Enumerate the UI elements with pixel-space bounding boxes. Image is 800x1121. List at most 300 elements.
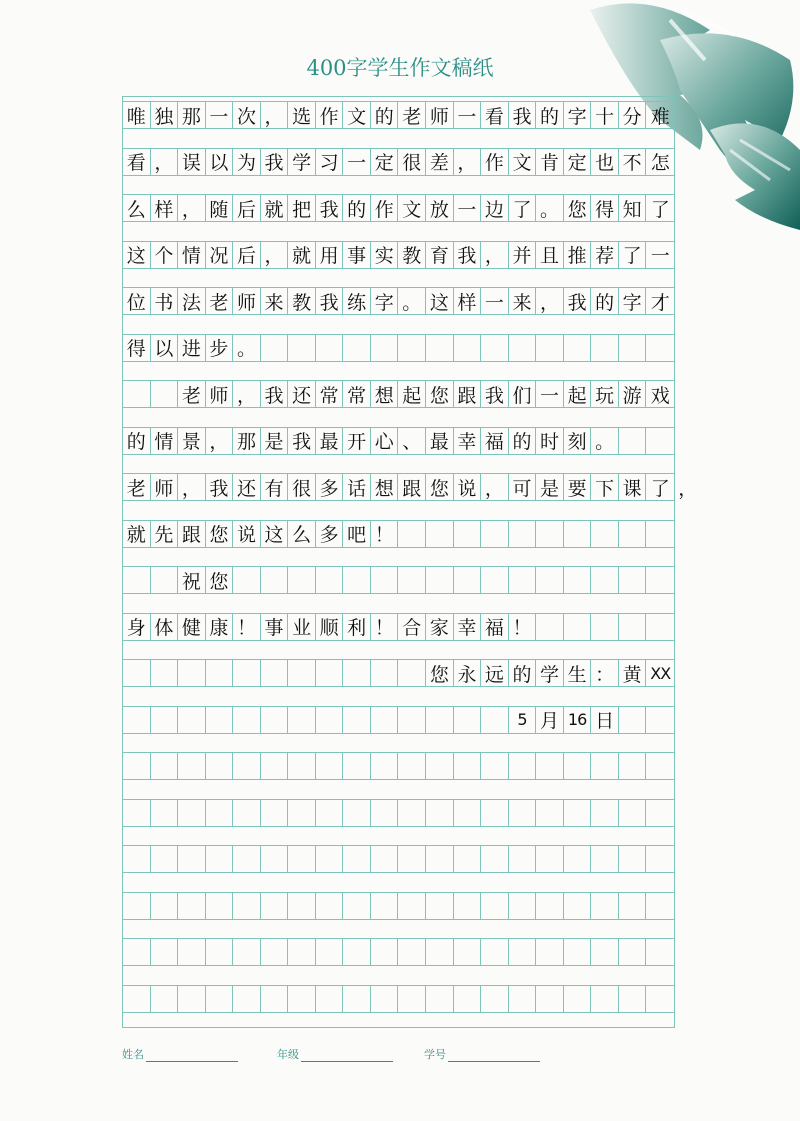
grid-cell	[481, 800, 509, 826]
grid-cell	[564, 521, 592, 547]
grid-cell	[343, 893, 371, 919]
grid-char: 16	[564, 707, 592, 733]
grid-char: 老	[206, 288, 234, 314]
grid-cell	[509, 800, 537, 826]
grid-cell	[399, 660, 427, 686]
grid-char: 游	[619, 381, 647, 407]
grid-cell	[178, 660, 206, 686]
grid-char: ，	[178, 195, 206, 221]
grid-char: 一	[536, 381, 564, 407]
grid-cell	[178, 800, 206, 826]
grid-cell	[619, 707, 647, 733]
grid-cell	[564, 986, 592, 1012]
grid-row	[123, 613, 674, 641]
grid-char: 分	[619, 102, 647, 128]
grid-cell	[399, 800, 427, 826]
grid-char: 样	[454, 288, 482, 314]
grid-cell	[123, 753, 151, 779]
grid-char: 个	[151, 242, 179, 268]
grid-char: 时	[536, 428, 564, 454]
grid-char: 说	[233, 521, 261, 547]
grid-cell	[646, 707, 674, 733]
grid-char: 文	[399, 195, 427, 221]
grid-cell	[509, 939, 537, 965]
grid-cell	[261, 660, 289, 686]
grid-cell	[481, 707, 509, 733]
grid-row	[123, 148, 674, 176]
grid-char: 我	[206, 474, 234, 500]
grid-cell	[316, 707, 344, 733]
grid-cell	[206, 893, 234, 919]
grid-cell	[619, 614, 647, 640]
grid-row	[123, 985, 674, 1013]
grid-cell	[619, 753, 647, 779]
grid-cell	[564, 893, 592, 919]
grid-char: 才	[650, 291, 670, 314]
grid-char: 我	[316, 288, 344, 314]
grid-cell	[233, 893, 261, 919]
grid-cell	[123, 846, 151, 872]
grid-char: 这	[261, 521, 289, 547]
grid-cell	[454, 567, 482, 593]
grid-char: 文	[343, 102, 371, 128]
grid-char: 刻	[564, 428, 592, 454]
grid-char: 利	[343, 614, 371, 640]
grid-char: 的	[123, 428, 151, 454]
grid-row	[123, 473, 698, 501]
grid-cell	[564, 800, 592, 826]
grid-cell	[233, 567, 261, 593]
grid-char: 多	[316, 521, 344, 547]
grid-cell	[261, 939, 289, 965]
grid-cell	[151, 753, 179, 779]
grid-cell	[509, 335, 537, 361]
grid-cell	[261, 846, 289, 872]
grid-cell	[399, 753, 427, 779]
grid-char: ，	[233, 381, 261, 407]
grid-cell	[619, 428, 647, 454]
grid-cell	[454, 986, 482, 1012]
grid-char: 作	[371, 195, 399, 221]
grid-cell	[371, 335, 399, 361]
grid-cell	[591, 939, 619, 965]
grid-char: 字	[564, 102, 592, 128]
grid-char: ，	[261, 102, 289, 128]
grid-char: 习	[316, 149, 344, 175]
grid-cell	[371, 800, 399, 826]
grid-cell	[206, 986, 234, 1012]
grid-row	[123, 380, 674, 408]
grid-char: 一	[481, 288, 509, 314]
grid-cell	[591, 893, 619, 919]
grid-char: 就	[288, 242, 316, 268]
grid-char: 常	[316, 381, 344, 407]
grid-cell	[619, 939, 647, 965]
grid-cell	[233, 707, 261, 733]
grid-cell	[288, 707, 316, 733]
grid-row	[123, 752, 674, 780]
grid-cell	[426, 707, 454, 733]
grid-cell	[206, 939, 234, 965]
grid-cell	[343, 939, 371, 965]
grid-char: 想	[371, 474, 399, 500]
grid-cell	[206, 800, 234, 826]
grid-cell	[343, 335, 371, 361]
grid-cell	[591, 567, 619, 593]
grid-cell	[591, 986, 619, 1012]
grid-char: 我	[564, 288, 592, 314]
grid-char: 字	[619, 288, 647, 314]
grid-char: ，	[678, 477, 698, 500]
grid-char: 老	[123, 474, 151, 500]
grade-input-line[interactable]	[301, 1047, 393, 1062]
grid-cell	[536, 753, 564, 779]
grid-cell	[564, 846, 592, 872]
grid-cell	[591, 846, 619, 872]
grid-cell	[399, 893, 427, 919]
grid-cell	[371, 939, 399, 965]
grid-cell	[454, 893, 482, 919]
grid-char: 我	[454, 242, 482, 268]
grid-char: 么	[123, 195, 151, 221]
grid-row	[123, 334, 674, 362]
grid-char: 是	[261, 428, 289, 454]
grid-cell	[536, 335, 564, 361]
grid-cell	[151, 707, 179, 733]
grid-cell	[316, 846, 344, 872]
grid-char: 后	[233, 242, 261, 268]
grid-char: 您	[426, 381, 454, 407]
grid-char: 我	[509, 102, 537, 128]
grid-char: 书	[151, 288, 179, 314]
grid-char: 生	[564, 660, 592, 686]
grid-char: 一	[650, 245, 670, 267]
grid-cell	[288, 846, 316, 872]
grid-row	[123, 706, 674, 734]
grid-cell	[454, 939, 482, 965]
grid-char: 位	[123, 288, 151, 314]
grid-row	[123, 520, 674, 548]
grid-cell	[536, 521, 564, 547]
grid-cell	[591, 614, 619, 640]
grid-char: ！	[371, 521, 399, 547]
grid-char: 文	[509, 149, 537, 175]
grid-char: 学	[288, 149, 316, 175]
grid-char: 么	[288, 521, 316, 547]
grid-cell	[206, 707, 234, 733]
grid-char: 放	[426, 195, 454, 221]
grid-row	[123, 241, 674, 269]
footer	[122, 1046, 682, 1066]
grid-char: ，	[454, 149, 482, 175]
grid-cell	[399, 521, 427, 547]
grid-cell	[151, 567, 179, 593]
grid-char: 您	[564, 195, 592, 221]
grid-char: 那	[178, 102, 206, 128]
grid-char: 老	[399, 102, 427, 128]
grid-char: 差	[426, 149, 454, 175]
grid-cell	[233, 986, 261, 1012]
grid-cell	[509, 753, 537, 779]
grid-cell	[178, 939, 206, 965]
grid-char: 也	[591, 149, 619, 175]
grid-char: 育	[426, 242, 454, 268]
grid-char: 黄	[619, 660, 647, 686]
grid-char: 来	[261, 288, 289, 314]
grid-cell	[316, 893, 344, 919]
grid-cell	[233, 660, 261, 686]
grid-char: 您	[426, 474, 454, 500]
grid-char: 的	[343, 195, 371, 221]
grid-char: ，	[178, 474, 206, 500]
grid-char: 我	[288, 428, 316, 454]
grid-cell	[123, 939, 151, 965]
grid-cell	[564, 939, 592, 965]
grid-cell	[646, 614, 674, 640]
grid-char: 课	[619, 474, 647, 500]
grid-char: 唯	[123, 102, 151, 128]
grid-cell	[151, 939, 179, 965]
grid-char: 很	[399, 149, 427, 175]
grid-char: 肯	[536, 149, 564, 175]
grid-row	[123, 799, 674, 827]
grid-char: 体	[151, 614, 179, 640]
grid-char: 用	[316, 242, 344, 268]
grid-cell	[619, 846, 647, 872]
grid-cell	[454, 753, 482, 779]
grid-cell	[206, 753, 234, 779]
grid-char: 一	[454, 195, 482, 221]
grid-char: 跟	[399, 474, 427, 500]
grid-cell	[454, 846, 482, 872]
grid-char: 师	[206, 381, 234, 407]
grid-row	[123, 845, 674, 873]
grid-cell	[399, 986, 427, 1012]
grid-char: 开	[343, 428, 371, 454]
grid-char: 远	[481, 660, 509, 686]
grid-row	[123, 101, 674, 129]
grid-cell	[343, 753, 371, 779]
grid-char: ！	[233, 614, 261, 640]
grid-char: 并	[509, 242, 537, 268]
grid-char: 跟	[178, 521, 206, 547]
grid-char: 了	[650, 477, 670, 500]
grid-char: 祝	[178, 567, 206, 593]
grid-cell	[233, 753, 261, 779]
grid-cell	[151, 381, 179, 407]
grid-char: 不	[619, 149, 647, 175]
grid-cell	[399, 707, 427, 733]
grid-char: 荐	[591, 242, 619, 268]
grid-cell	[646, 893, 674, 919]
grid-cell	[646, 753, 674, 779]
grid-cell	[454, 707, 482, 733]
grid-char: 这	[123, 242, 151, 268]
grid-char: 这	[426, 288, 454, 314]
grid-char: ，	[481, 474, 509, 500]
grid-cell	[316, 753, 344, 779]
grid-char: 难	[650, 105, 670, 128]
grid-cell	[261, 707, 289, 733]
grid-cell	[123, 660, 151, 686]
grid-cell	[151, 893, 179, 919]
grid-char: 事	[261, 614, 289, 640]
grid-char: 的	[509, 660, 537, 686]
grid-cell	[591, 335, 619, 361]
grid-cell	[343, 567, 371, 593]
grid-char: ，	[481, 242, 509, 268]
grid-char: 作	[316, 102, 344, 128]
grid-char: 我	[261, 149, 289, 175]
grid-cell	[509, 986, 537, 1012]
grid-cell	[619, 521, 647, 547]
grid-char: 有	[261, 474, 289, 500]
grid-cell	[481, 753, 509, 779]
grid-cell	[288, 567, 316, 593]
grid-char: 师	[151, 474, 179, 500]
grid-cell	[178, 753, 206, 779]
grid-char: 业	[288, 614, 316, 640]
grid-char: 合	[399, 614, 427, 640]
grid-char: 推	[564, 242, 592, 268]
grid-row	[123, 287, 674, 315]
grid-char: 的	[509, 428, 537, 454]
grid-cell	[123, 381, 151, 407]
grid-char: 说	[454, 474, 482, 500]
grid-char: 们	[509, 381, 537, 407]
grid-char: 样	[151, 195, 179, 221]
grid-cell	[426, 567, 454, 593]
grid-cell	[509, 521, 537, 547]
grid-char: 师	[233, 288, 261, 314]
grid-cell	[151, 800, 179, 826]
grid-cell	[178, 846, 206, 872]
grid-cell	[343, 846, 371, 872]
student-id-field	[424, 1046, 540, 1062]
grid-char: 以	[151, 335, 179, 361]
grid-char: 景	[178, 428, 206, 454]
grid-cell	[123, 800, 151, 826]
grid-char: 看	[481, 102, 509, 128]
grid-cell	[233, 846, 261, 872]
grid-cell	[536, 986, 564, 1012]
grid-cell	[536, 846, 564, 872]
grid-char: 老	[178, 381, 206, 407]
grid-row	[123, 659, 674, 687]
grid-cell	[261, 567, 289, 593]
grid-cell	[316, 567, 344, 593]
grid-cell	[233, 939, 261, 965]
grid-char: 练	[343, 288, 371, 314]
grid-cell	[619, 800, 647, 826]
grid-cell	[564, 335, 592, 361]
grid-char: 还	[233, 474, 261, 500]
grid-cell	[371, 846, 399, 872]
grid-char: 健	[178, 614, 206, 640]
grid-cell	[288, 660, 316, 686]
grid-char: 心	[371, 428, 399, 454]
grid-char: 法	[178, 288, 206, 314]
grid-char: 独	[151, 102, 179, 128]
grid-char: 您	[206, 521, 234, 547]
grid-cell	[206, 660, 234, 686]
name-input-line[interactable]	[146, 1047, 238, 1062]
grid-cell	[619, 893, 647, 919]
grid-cell	[646, 846, 674, 872]
grid-cell	[261, 335, 289, 361]
grid-cell	[564, 614, 592, 640]
grid-char: 次	[233, 102, 261, 128]
grade-field	[277, 1046, 393, 1062]
grid-cell	[399, 567, 427, 593]
grid-char: 定	[371, 149, 399, 175]
grid-char: 下	[591, 474, 619, 500]
grid-char: 话	[343, 474, 371, 500]
grid-row	[123, 892, 674, 920]
grid-cell	[536, 800, 564, 826]
grid-char: 以	[206, 149, 234, 175]
grid-cell	[123, 986, 151, 1012]
grid-cell	[536, 893, 564, 919]
grid-char: 进	[178, 335, 206, 361]
grid-cell	[426, 939, 454, 965]
grid-cell	[371, 707, 399, 733]
grid-cell	[343, 986, 371, 1012]
grid-char: 看	[123, 149, 151, 175]
grid-cell	[426, 800, 454, 826]
grid-char: 一	[343, 149, 371, 175]
grid-cell	[206, 846, 234, 872]
grid-cell	[481, 335, 509, 361]
grid-char: 事	[343, 242, 371, 268]
grid-char: 您	[426, 660, 454, 686]
grid-cell	[261, 800, 289, 826]
grid-cell	[123, 893, 151, 919]
grid-cell	[426, 753, 454, 779]
grid-char: 就	[261, 195, 289, 221]
grid-char: 的	[371, 102, 399, 128]
grid-char: 我	[261, 381, 289, 407]
grid-cell	[288, 893, 316, 919]
grid-cell	[426, 521, 454, 547]
student-id-input-line[interactable]	[448, 1047, 540, 1062]
grid-char: 常	[343, 381, 371, 407]
grid-char: 想	[371, 381, 399, 407]
grid-cell	[646, 567, 674, 593]
grid-char: 福	[481, 428, 509, 454]
grid-cell	[123, 707, 151, 733]
grid-cell	[261, 753, 289, 779]
grid-char: 顺	[316, 614, 344, 640]
grid-char: 可	[509, 474, 537, 500]
grid-char: 情	[178, 242, 206, 268]
grid-char: 来	[509, 288, 537, 314]
grid-char: 吧	[343, 521, 371, 547]
grid-char: 了	[650, 198, 670, 221]
grid-cell	[591, 800, 619, 826]
grid-char: 永	[454, 660, 482, 686]
grid-cell	[564, 753, 592, 779]
grid-char: 幸	[454, 614, 482, 640]
grid-cell	[481, 893, 509, 919]
grid-cell	[481, 521, 509, 547]
grid-cell	[178, 986, 206, 1012]
grid-char: 要	[564, 474, 592, 500]
grid-cell	[426, 986, 454, 1012]
writing-grid	[122, 96, 698, 1028]
grid-char: 教	[288, 288, 316, 314]
grid-char: 得	[123, 335, 151, 361]
